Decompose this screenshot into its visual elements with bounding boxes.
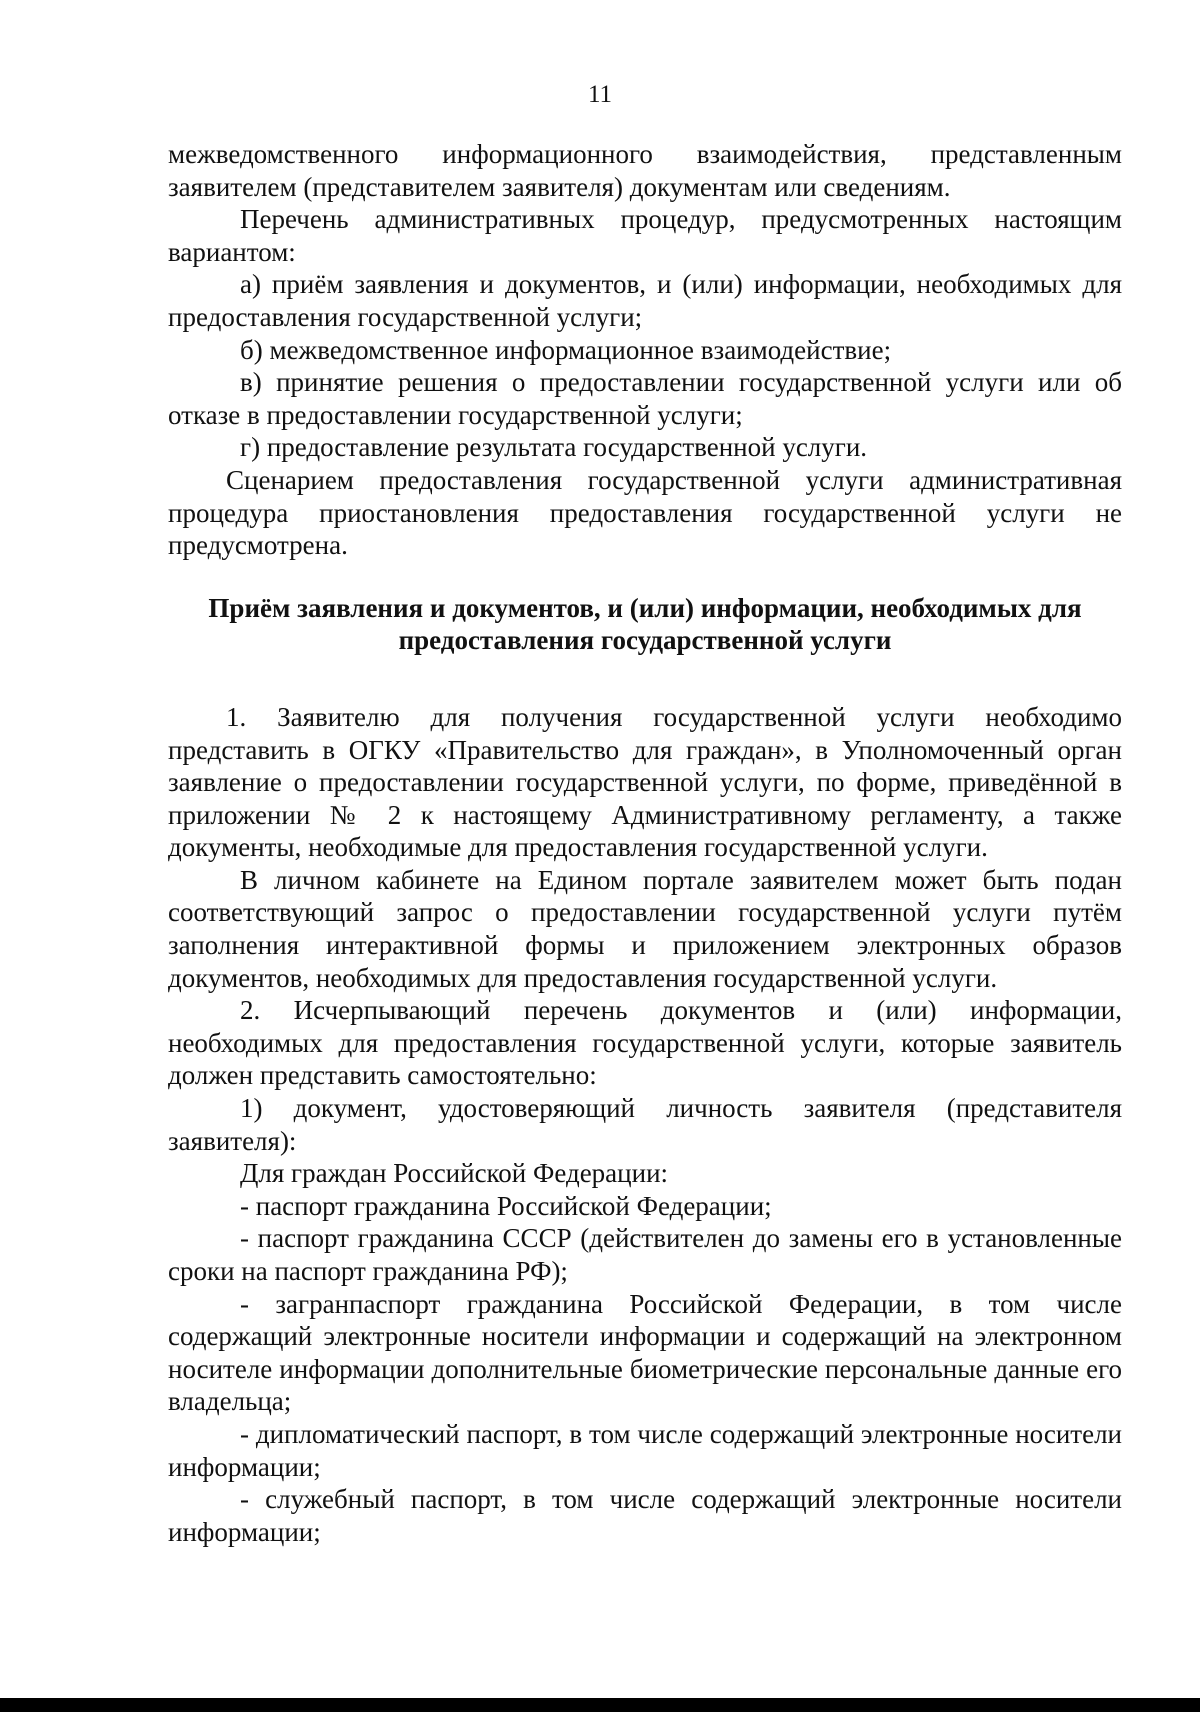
section-heading: Приём заявления и документов, и (или) информации, необходимых для предоставления государственной услуги <box>208 592 1082 656</box>
page-number: 11 <box>587 81 613 108</box>
spacer <box>168 657 1122 701</box>
paragraph: межведомственного информационного взаимодействия, представленным заявителем (представителем заявителя) документам или сведениям. <box>168 139 1122 202</box>
paragraph: а) приём заявления и документов, и (или) информации, необходимых для предоставления государственной услуги; <box>168 269 1122 332</box>
spacer <box>168 562 1122 592</box>
paragraph: 1) документ, удостоверяющий личность заявителя (представителя заявителя): <box>168 1093 1122 1156</box>
paragraph: 1. Заявителю для получения государственной услуги необходимо представить в ОГКУ «Правительство для граждан», в Уполномоченный орган заявление о предоставлении государственной услуги, по форме, приведённой в приложении № 2 к настоящему Административному регламенту, а также документы, необходимые для предоставления государственной услуги. <box>168 701 1122 863</box>
paragraph: Сценарием предоставления государственной услуги административная процедура приостановления предоставления государственной услуги не предусмотрена. <box>168 464 1122 561</box>
paragraph: в) принятие решения о предоставлении государственной услуги или об отказе в предоставлении государственной услуги; <box>168 367 1122 430</box>
paragraph: г) предоставление результата государственной услуги. <box>240 432 868 463</box>
paragraph: - паспорт гражданина СССР (действителен до замены его в установленные сроки на паспорт гражданина РФ); <box>168 1223 1122 1286</box>
paragraphs-after-heading <box>168 701 1122 1548</box>
paragraph: - служебный паспорт, в том числе содержащий электронные носители информации; <box>168 1484 1122 1547</box>
paragraph: - дипломатический паспорт, в том числе содержащий электронные носители информации; <box>168 1418 1122 1482</box>
document-body <box>168 138 1122 1548</box>
paragraph: В личном кабинете на Едином портале заявителем может быть подан соответствующий запрос о предоставлении государственной услуги путём заполнения интерактивной формы и приложением электронных образов документов, необходимых для предоставления государственной услуги. <box>168 864 1122 993</box>
paragraph: 2. Исчерпывающий перечень документов и (или) информации, необходимых для предоставления государственной услуги, которые заявитель должен представить самостоятельно: <box>168 995 1122 1091</box>
paragraph: - паспорт гражданина Российской Федерации; <box>240 1190 772 1221</box>
paragraph: Перечень административных процедур, предусмотренных настоящим вариантом: <box>168 204 1122 267</box>
paragraphs-before-heading <box>168 138 1122 562</box>
paragraph: - загранпаспорт гражданина Российской Федерации, в том числе содержащий электронные носители информации и содержащий на электронном носителе информации дополнительные биометрические персональные данные его владельца; <box>168 1288 1122 1417</box>
paragraph: б) межведомственное информационное взаимодействие; <box>240 334 892 365</box>
scan-edge-bar <box>0 1698 1200 1712</box>
paragraph: Для граждан Российской Федерации: <box>240 1158 669 1189</box>
